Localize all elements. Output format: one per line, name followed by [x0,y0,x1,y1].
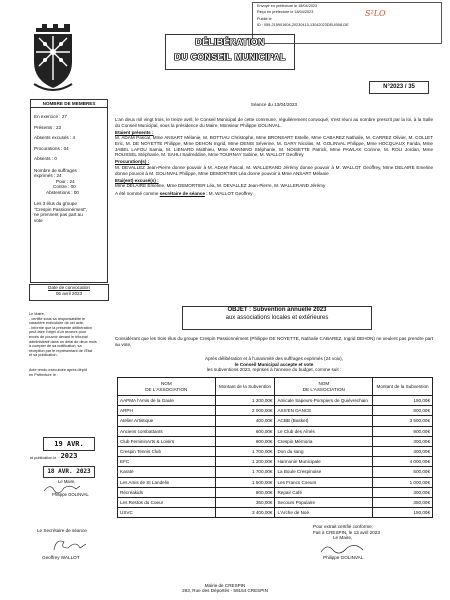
date-stamp-prefecture: 19 AVR. 2023 [43,437,95,451]
legal-line: Le Maire, [29,312,45,316]
header-amount: Montant de la Subvention [373,378,433,396]
objet-line-1: OBJET : Subvention annuelle 2023 [227,307,327,313]
secretary-line [115,191,433,197]
amount-cell: 1 500,00€ [215,477,275,487]
amount-cell: 300,00€ [373,446,433,456]
stamp-line-2: Reçu en préfecture le 18/04/2023 [257,10,314,15]
members-row: Procurations : 04 [34,145,69,151]
city-crest-icon [30,22,76,96]
table-row [118,457,433,467]
convocation-box [29,284,109,301]
subventions-table [117,377,433,518]
transmission-label: Acte rendu exécutoire après dépôt [29,367,88,372]
objet-line-2: aux associations locales et extérieures [225,314,329,321]
members-row: Absents excusés : 4 [34,135,76,140]
secretary-name: Geoffrey WALLOT [42,555,80,560]
footer-line: Mairie de CRESPIN [204,583,246,588]
s2lo-signature: S²LO [365,9,386,18]
secretary-line-bold: secrétaire de séance [159,190,205,196]
votes-line: Nombre de suffrages [34,167,77,173]
amount-cell: 3 500,00€ [373,416,433,426]
association-name-cell: ACBB (Basket) [275,416,373,426]
procurations-label: Procuration(s) : [115,159,150,165]
amount-cell: 1 200,00€ [215,457,275,467]
header-amount: Montant de la Subvention [215,378,275,396]
association-name-cell: Secours Populaire [275,497,373,507]
votes-block [31,168,107,196]
association-name-cell: Le Club des Aînés [275,426,373,436]
objet-box [182,306,372,330]
amount-cell: 900,00€ [373,426,433,436]
amount-cell: 150,00€ [373,396,433,406]
amount-cell: 600,00€ [215,436,275,446]
secretary-label: Le Secrétaire de séance [37,528,87,533]
members-row: Présents : 23 [34,124,62,130]
amount-cell: 1 200,00€ [215,396,275,406]
votes-line: Abstentions : 00 [46,189,79,195]
secretary-line-prefix: A été nommé comme [115,190,159,196]
members-row: En exercice : 27 [34,114,67,119]
table-row [118,396,433,406]
association-name-cell: EFC [118,457,216,467]
deliberation-number: N°2023 / 35 [369,81,429,94]
maire-label-left: Le Maire, [58,479,76,484]
secretary-line-suffix: : M. WALLOT Geoffrey [206,190,253,196]
members-row: Absents : 0 [34,156,57,161]
title-line-1: DÉLIBÉRATION [195,37,265,47]
legal-line: réception par le représentant de l'Etat [29,348,93,353]
legal-sidebar-text [29,312,109,377]
table-row [118,467,433,477]
certification-block [313,524,423,560]
seance-date: Séance du 13/04/2023 [250,102,298,107]
table-row [118,426,433,436]
association-name-cell: Repair Café [275,487,373,497]
publication-label: et publication le : [30,456,59,460]
association-name-cell: USVC [118,508,216,518]
considerant-paragraph: Considérant que les trois élus du groupe Crespin Passionnément (Philippe DE NOYETTE, Nathalie CABAREZ, Ingrid DEHON) ne veulent pas prendre part au vote, [115,336,433,347]
votes-line: Contre : 00 [53,184,76,189]
amount-cell: 500,00€ [373,467,433,477]
stamp-line-3: Publié le [257,16,272,21]
signature-space [313,541,423,555]
legal-line: peut faire l'objet d'un recours pour [29,330,87,335]
amount-cell: 300,00€ [373,487,433,497]
legal-line: administratif dans un délai de deux mois [29,339,97,344]
amount-cell: 1 700,00€ [215,467,275,477]
group-note [31,201,107,223]
procurations-list: M. DEVALLEZ Jean-Pierre donne pouvoir à M. ADAM Pascal, M. WALLERAND Jérémy donne pouvoir à M. WALLOT Geoffrey, Mme DELAIRE Emeline donne pouvoir à M. GOLINVAL Philippe, Mme DEMORTIER Léa donne pouvoir à Mme ANSART Mélanie [115,164,433,176]
decision-block [115,356,433,373]
note-line: ne prennent pas part au [34,212,83,217]
amount-cell: 300,00€ [373,436,433,446]
excuses-list: Mme DELAIRE Emeline, Mme DEMORTIER Léa, M. DEVALLEZ Jean-Pierre, M. WALLERAND Jérémy [115,183,326,189]
decision-line: Après délibération et à l'unanimité des suffrages exprimés (24 voix), [205,356,343,361]
table-row [118,508,433,518]
association-name-cell: La Boule Crespinoise [275,467,373,477]
amount-cell: 2 000,00€ [215,406,275,416]
certif-line: Fait à CRESPIN, le 13 avril 2023 [313,529,380,535]
amount-cell: 600,00€ [215,426,275,436]
date-stamp-publication: 18 AVR. 2023 [43,466,95,478]
table-header-row [118,378,433,396]
amount-cell: 350,00€ [215,497,275,507]
decision-line-bold: le Conseil Municipal accepte et vote [234,361,314,367]
association-name-cell: Récréakids [118,487,216,497]
association-name-cell: ARPH [118,406,216,416]
amount-cell: 400,00€ [215,416,275,426]
association-name-cell: Amicale Sapeurs-Pompiers de Quiévrechain [275,396,373,406]
decision-line: les subventions 2023, reprises à l'annexe du budget, comme suit : [206,367,342,373]
title-line-2: DU CONSEIL MUNICIPAL [174,52,286,62]
note-line: "Crespin Passionnément", [34,206,88,212]
legal-line: - informe que la présente délibération [29,325,92,330]
members-count-box [30,99,108,283]
certif-line: Le Maire, [333,535,353,541]
table-row [118,497,433,507]
association-name-cell: AAPMA l'Amis de la Gaule [118,396,216,406]
votes-line: exprimés : 24 [34,173,62,178]
presents-list: M. ADAM Pascal, Mme ANSART Mélanie, M. BOTTIAU Christophe, Mme BRONSART Estelle, Mme CABAREZ Nathalie, M. CARREZ Olivier, M. COLLET Eric, M. DE NOYETTE Philippe, Mme DEHON Ingrid, Mme DENIS Séverine, M. GARY Nicolas, M. GOLINVAL Philippe, Mme HOCQUAUX Farida, Mme JABEL LAFOU Samia, M. LIENARD Matthieu, Mme MANNINO Stéphanie, M. NOISETTE Patrick, Mme PAWLAK Corinne, M. ROLI Jordan, Mme ROUSSEL Stéphanie, M. SAHLI Sadreddine, Mme TOURNAY Sabine, M. WALLOT Geoffrey [115,135,433,158]
amount-cell: 800,00€ [373,406,433,416]
amount-cell: 3 400,00€ [215,508,275,518]
legal-line: - certifie sous sa responsabilité le [29,316,86,321]
certif-line: Philippe GOLINVAL [323,554,364,560]
amount-cell: 800,00€ [215,487,275,497]
association-name-cell: Les Restos du Coeur [118,497,216,507]
stamp-line-1: Envoyé en préfecture le 18/04/2023 [257,4,318,8]
association-name-cell: Karaté [118,467,216,477]
convocation-label: Date de convocation [48,285,90,290]
table-row [118,436,433,446]
association-name-cell: Club FemininArts & Loisirs [118,436,216,446]
header-association: NOM DE L'ASSOCIATION [118,378,216,396]
table-row [118,487,433,497]
footer-line: 293, Rue des Déportés - 59154 CRESPIN [182,588,268,594]
amount-cell: 350,00€ [373,497,433,507]
amount-cell: 4 000,00€ [373,457,433,467]
amount-cell: 150,00€ [373,508,433,518]
table-row [118,446,433,456]
votes-line: Pour : 24 [56,178,75,184]
amount-cell: 1 000,00€ [373,477,433,487]
stamp-line-4: ID : 059-215901604-20230413-13042023DELIB08-DE [257,23,349,28]
deliberation-body [115,117,433,198]
amount-cell: 1 700,00€ [215,446,275,456]
association-name-cell: Anciens combattants [118,426,216,436]
note-line: Les 3 élus du groupe [34,201,77,206]
association-name-cell: ASS'EN DANCE [275,406,373,416]
certif-line: Pour extrait certifié conforme, [313,524,373,529]
presents-label: Etaient présents : [115,129,154,135]
table-row [118,406,433,416]
association-name-cell: L'Arche de Noé [275,508,373,518]
header-association: NOM DE L'ASSOCIATION [275,378,373,396]
table-row [118,477,433,487]
transmission-label: en Préfecture le : [29,372,58,377]
association-name-cell: Crespin Mémoria [275,436,373,446]
association-name-cell: Les Amis de St Landelin [118,477,216,487]
secretary-signature-icon [50,536,90,554]
association-name-cell: Les Francs Coeurs [275,477,373,487]
note-line: vote [34,217,43,223]
intro-paragraph: L'an deux mil vingt trois, le treize avril, le Conseil Municipal de cette commune, régulièrement convoqué, s'est réuni au nombre prescrit par la loi, à la Salle du Conseil Municipal, sous la présidence du Maire, Monsieur Philippe GOLINVAL. [115,117,433,128]
association-name-cell: Harmonie Municipale [275,457,373,467]
association-name-cell: Crespin Tennis Club [118,446,216,456]
document-title [165,34,295,70]
maire-signature-icon [313,541,373,555]
convocation-date: 06 avril 2023 [55,291,83,296]
page-footer [0,583,450,594]
table-row [118,416,433,426]
legal-line: caractère exécutoire de cet acte. [29,321,85,326]
members-header: NOMBRE DE MEMBRES [31,100,107,108]
legal-line: et sa publication. [29,353,58,358]
legal-line: à compter de sa notification, sa [29,344,82,349]
association-name-cell: Don du sang [275,446,373,456]
legal-line: excès de pouvoir devant le tribunal [29,334,88,339]
association-name-cell: Atelier Artistique [118,416,216,426]
maire-name-left: Philippe GOLINVAL [52,492,89,497]
excuses-label: Etai(ent) excusé(s) : [115,177,159,183]
